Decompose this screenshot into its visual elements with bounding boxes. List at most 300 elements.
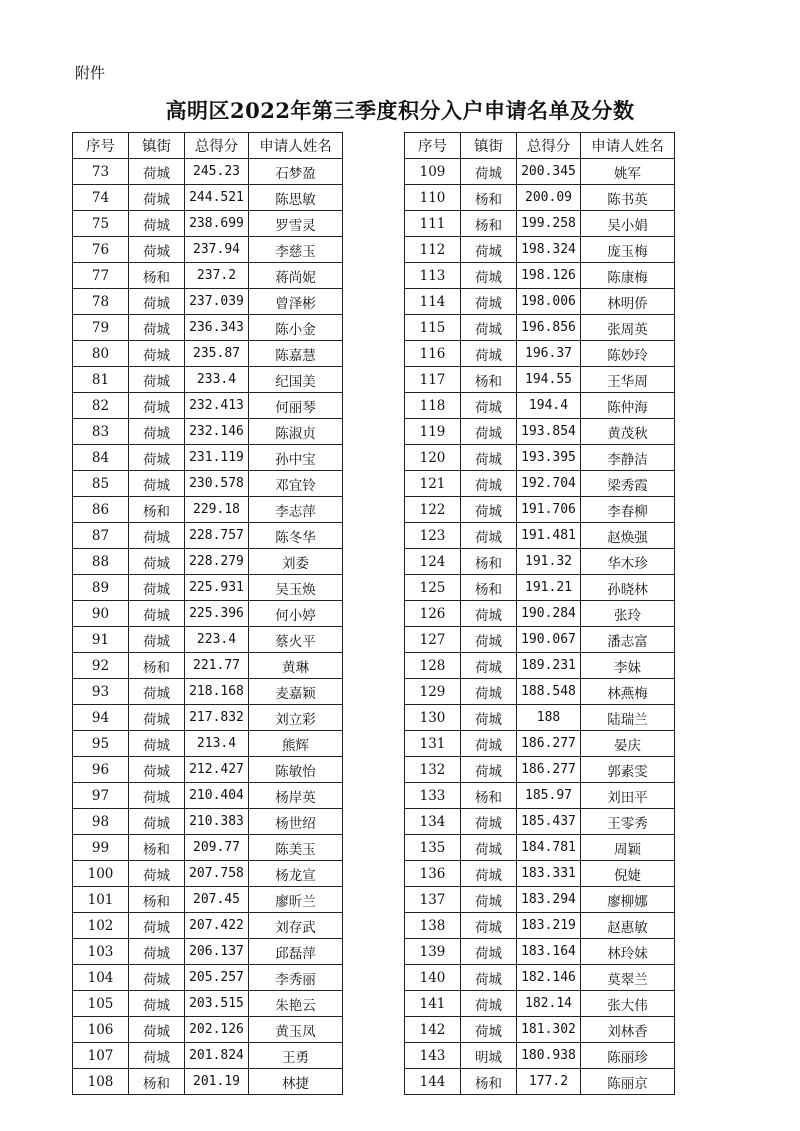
row-town: 荷城 <box>461 315 517 341</box>
header-town: 镇街 <box>461 133 517 159</box>
row-score: 183.331 <box>517 861 581 887</box>
row-town: 荷城 <box>461 627 517 653</box>
row-score: 213.4 <box>185 731 249 757</box>
row-town: 杨和 <box>129 263 185 289</box>
row-applicant-name: 庞玉梅 <box>581 237 675 263</box>
row-index: 110 <box>405 185 461 211</box>
row-index: 117 <box>405 367 461 393</box>
row-town: 荷城 <box>129 289 185 315</box>
row-score: 231.119 <box>185 445 249 471</box>
row-index: 103 <box>73 939 129 965</box>
row-index: 135 <box>405 835 461 861</box>
row-index: 118 <box>405 393 461 419</box>
row-applicant-name: 陈书英 <box>581 185 675 211</box>
table-row <box>73 263 343 289</box>
row-score: 207.758 <box>185 861 249 887</box>
row-score: 237.039 <box>185 289 249 315</box>
row-score: 192.704 <box>517 471 581 497</box>
row-index: 140 <box>405 965 461 991</box>
row-index: 112 <box>405 237 461 263</box>
row-score: 180.938 <box>517 1043 581 1069</box>
row-town: 荷城 <box>461 419 517 445</box>
row-index: 141 <box>405 991 461 1017</box>
row-index: 137 <box>405 887 461 913</box>
row-town: 荷城 <box>461 1017 517 1043</box>
row-score: 206.137 <box>185 939 249 965</box>
table-row <box>405 783 675 809</box>
row-index: 98 <box>73 809 129 835</box>
row-score: 184.781 <box>517 835 581 861</box>
table-row <box>73 887 343 913</box>
row-score: 233.4 <box>185 367 249 393</box>
row-index: 106 <box>73 1017 129 1043</box>
row-town: 荷城 <box>461 289 517 315</box>
table-row <box>405 1017 675 1043</box>
row-score: 189.231 <box>517 653 581 679</box>
row-applicant-name: 周颖 <box>581 835 675 861</box>
row-town: 杨和 <box>129 1069 185 1095</box>
row-index: 126 <box>405 601 461 627</box>
row-score: 191.21 <box>517 575 581 601</box>
row-index: 97 <box>73 783 129 809</box>
row-score: 182.14 <box>517 991 581 1017</box>
row-applicant-name: 陈丽京 <box>581 1069 675 1095</box>
row-town: 荷城 <box>129 341 185 367</box>
row-score: 207.45 <box>185 887 249 913</box>
row-applicant-name: 纪国美 <box>249 367 343 393</box>
table-row <box>405 939 675 965</box>
row-applicant-name: 罗雪灵 <box>249 211 343 237</box>
score-table-left <box>72 132 343 1095</box>
table-row <box>73 835 343 861</box>
table-row <box>73 965 343 991</box>
row-index: 128 <box>405 653 461 679</box>
row-town: 荷城 <box>461 393 517 419</box>
row-town: 荷城 <box>461 237 517 263</box>
table-row <box>73 679 343 705</box>
row-applicant-name: 梁秀霞 <box>581 471 675 497</box>
row-index: 115 <box>405 315 461 341</box>
row-applicant-name: 陈思敏 <box>249 185 343 211</box>
row-applicant-name: 陈妙玲 <box>581 341 675 367</box>
row-index: 143 <box>405 1043 461 1069</box>
row-applicant-name: 熊辉 <box>249 731 343 757</box>
row-index: 142 <box>405 1017 461 1043</box>
row-score: 198.006 <box>517 289 581 315</box>
row-applicant-name: 廖柳娜 <box>581 887 675 913</box>
row-applicant-name: 蒋尚妮 <box>249 263 343 289</box>
row-score: 190.284 <box>517 601 581 627</box>
row-town: 荷城 <box>129 1017 185 1043</box>
row-index: 95 <box>73 731 129 757</box>
row-town: 杨和 <box>461 575 517 601</box>
row-score: 181.302 <box>517 1017 581 1043</box>
document-title: 高明区2022年第三季度积分入户申请名单及分数 <box>165 98 635 123</box>
row-applicant-name: 刘田平 <box>581 783 675 809</box>
row-score: 182.146 <box>517 965 581 991</box>
row-index: 81 <box>73 367 129 393</box>
row-applicant-name: 杨岸英 <box>249 783 343 809</box>
table-row <box>73 497 343 523</box>
row-index: 76 <box>73 237 129 263</box>
row-score: 232.146 <box>185 419 249 445</box>
row-town: 荷城 <box>461 263 517 289</box>
row-applicant-name: 郭素雯 <box>581 757 675 783</box>
row-index: 109 <box>405 159 461 185</box>
table-row <box>73 1043 343 1069</box>
row-index: 89 <box>73 575 129 601</box>
table-row <box>73 1017 343 1043</box>
table-row <box>405 809 675 835</box>
row-index: 88 <box>73 549 129 575</box>
row-score: 244.521 <box>185 185 249 211</box>
row-index: 123 <box>405 523 461 549</box>
row-index: 84 <box>73 445 129 471</box>
table-row <box>405 497 675 523</box>
row-index: 92 <box>73 653 129 679</box>
row-index: 124 <box>405 549 461 575</box>
row-town: 杨和 <box>129 653 185 679</box>
row-score: 183.164 <box>517 939 581 965</box>
row-applicant-name: 林玲妹 <box>581 939 675 965</box>
table-row <box>73 809 343 835</box>
row-town: 荷城 <box>461 523 517 549</box>
row-score: 218.168 <box>185 679 249 705</box>
row-applicant-name: 曾泽彬 <box>249 289 343 315</box>
row-applicant-name: 刘立彩 <box>249 705 343 731</box>
row-index: 100 <box>73 861 129 887</box>
row-applicant-name: 华木珍 <box>581 549 675 575</box>
table-row <box>73 731 343 757</box>
row-index: 139 <box>405 939 461 965</box>
row-town: 荷城 <box>461 887 517 913</box>
row-index: 96 <box>73 757 129 783</box>
table-row <box>405 185 675 211</box>
row-town: 荷城 <box>129 393 185 419</box>
row-index: 133 <box>405 783 461 809</box>
row-applicant-name: 陈小金 <box>249 315 343 341</box>
header-town: 镇街 <box>129 133 185 159</box>
row-score: 193.854 <box>517 419 581 445</box>
table-row <box>73 757 343 783</box>
row-applicant-name: 倪婕 <box>581 861 675 887</box>
row-score: 199.258 <box>517 211 581 237</box>
row-index: 99 <box>73 835 129 861</box>
row-score: 200.345 <box>517 159 581 185</box>
row-score: 198.324 <box>517 237 581 263</box>
row-index: 136 <box>405 861 461 887</box>
row-index: 116 <box>405 341 461 367</box>
row-town: 荷城 <box>461 445 517 471</box>
row-applicant-name: 麦嘉颖 <box>249 679 343 705</box>
row-index: 74 <box>73 185 129 211</box>
row-score: 237.94 <box>185 237 249 263</box>
row-applicant-name: 陈仲海 <box>581 393 675 419</box>
table-row <box>405 731 675 757</box>
table-header-row <box>73 133 343 159</box>
row-town: 荷城 <box>461 601 517 627</box>
row-index: 91 <box>73 627 129 653</box>
table-row <box>73 627 343 653</box>
row-score: 190.067 <box>517 627 581 653</box>
row-applicant-name: 蔡火平 <box>249 627 343 653</box>
row-score: 245.23 <box>185 159 249 185</box>
table-row <box>405 627 675 653</box>
row-town: 荷城 <box>461 679 517 705</box>
table-row <box>405 1069 675 1095</box>
row-applicant-name: 李静洁 <box>581 445 675 471</box>
header-score: 总得分 <box>185 133 249 159</box>
table-row <box>405 367 675 393</box>
row-score: 237.2 <box>185 263 249 289</box>
row-score: 191.706 <box>517 497 581 523</box>
row-town: 荷城 <box>129 575 185 601</box>
row-score: 191.481 <box>517 523 581 549</box>
row-applicant-name: 陈冬华 <box>249 523 343 549</box>
table-row <box>73 1069 343 1095</box>
row-applicant-name: 刘委 <box>249 549 343 575</box>
table-row <box>405 861 675 887</box>
row-applicant-name: 孙晓林 <box>581 575 675 601</box>
row-town: 荷城 <box>461 497 517 523</box>
row-town: 荷城 <box>129 601 185 627</box>
row-applicant-name: 陈丽珍 <box>581 1043 675 1069</box>
row-town: 荷城 <box>129 159 185 185</box>
table-row <box>405 549 675 575</box>
row-index: 93 <box>73 679 129 705</box>
table-row <box>73 991 343 1017</box>
table-row <box>73 211 343 237</box>
row-score: 188.548 <box>517 679 581 705</box>
row-score: 202.126 <box>185 1017 249 1043</box>
row-town: 荷城 <box>461 861 517 887</box>
row-town: 杨和 <box>129 887 185 913</box>
row-town: 荷城 <box>461 159 517 185</box>
row-applicant-name: 潘志富 <box>581 627 675 653</box>
row-applicant-name: 杨龙宣 <box>249 861 343 887</box>
row-index: 108 <box>73 1069 129 1095</box>
table-row <box>405 887 675 913</box>
row-index: 122 <box>405 497 461 523</box>
row-score: 186.277 <box>517 757 581 783</box>
row-town: 荷城 <box>129 627 185 653</box>
row-town: 荷城 <box>129 471 185 497</box>
table-row <box>405 211 675 237</box>
table-row <box>405 471 675 497</box>
table-row <box>73 419 343 445</box>
table-row <box>73 237 343 263</box>
row-index: 94 <box>73 705 129 731</box>
row-applicant-name: 黄茂秋 <box>581 419 675 445</box>
row-index: 105 <box>73 991 129 1017</box>
row-town: 荷城 <box>129 757 185 783</box>
row-score: 194.55 <box>517 367 581 393</box>
row-score: 212.427 <box>185 757 249 783</box>
row-index: 77 <box>73 263 129 289</box>
table-row <box>73 523 343 549</box>
header-index: 序号 <box>405 133 461 159</box>
row-applicant-name: 赵焕强 <box>581 523 675 549</box>
table-row <box>405 289 675 315</box>
row-applicant-name: 石梦盈 <box>249 159 343 185</box>
row-applicant-name: 李秀丽 <box>249 965 343 991</box>
row-applicant-name: 李妹 <box>581 653 675 679</box>
row-applicant-name: 邓宜铃 <box>249 471 343 497</box>
row-town: 杨和 <box>461 549 517 575</box>
row-index: 83 <box>73 419 129 445</box>
row-index: 78 <box>73 289 129 315</box>
table-row <box>405 263 675 289</box>
row-score: 191.32 <box>517 549 581 575</box>
row-town: 荷城 <box>129 445 185 471</box>
row-score: 223.4 <box>185 627 249 653</box>
row-index: 130 <box>405 705 461 731</box>
table-row <box>73 549 343 575</box>
row-town: 荷城 <box>129 1043 185 1069</box>
header-applicant: 申请人姓名 <box>581 133 675 159</box>
score-table-right <box>404 132 675 1095</box>
row-score: 177.2 <box>517 1069 581 1095</box>
row-town: 杨和 <box>461 783 517 809</box>
row-score: 196.856 <box>517 315 581 341</box>
table-row <box>73 341 343 367</box>
table-row <box>73 289 343 315</box>
row-applicant-name: 张玲 <box>581 601 675 627</box>
row-applicant-name: 刘存武 <box>249 913 343 939</box>
row-applicant-name: 何小婷 <box>249 601 343 627</box>
header-applicant: 申请人姓名 <box>249 133 343 159</box>
row-score: 201.824 <box>185 1043 249 1069</box>
table-row <box>73 575 343 601</box>
row-applicant-name: 李志萍 <box>249 497 343 523</box>
row-index: 80 <box>73 341 129 367</box>
row-town: 荷城 <box>129 549 185 575</box>
table-row <box>405 653 675 679</box>
row-town: 荷城 <box>461 705 517 731</box>
row-index: 82 <box>73 393 129 419</box>
row-town: 荷城 <box>129 939 185 965</box>
row-index: 127 <box>405 627 461 653</box>
table-row <box>73 783 343 809</box>
table-row <box>73 913 343 939</box>
row-applicant-name: 林捷 <box>249 1069 343 1095</box>
row-town: 荷城 <box>461 757 517 783</box>
table-row <box>73 393 343 419</box>
row-town: 荷城 <box>461 341 517 367</box>
row-town: 荷城 <box>461 939 517 965</box>
row-applicant-name: 陈淑贞 <box>249 419 343 445</box>
row-index: 79 <box>73 315 129 341</box>
row-index: 144 <box>405 1069 461 1095</box>
table-row <box>405 419 675 445</box>
row-town: 荷城 <box>129 211 185 237</box>
row-applicant-name: 陈康梅 <box>581 263 675 289</box>
row-applicant-name: 晏庆 <box>581 731 675 757</box>
row-index: 120 <box>405 445 461 471</box>
table-row <box>73 653 343 679</box>
row-town: 荷城 <box>129 913 185 939</box>
table-row <box>405 523 675 549</box>
row-index: 101 <box>73 887 129 913</box>
row-town: 荷城 <box>129 237 185 263</box>
row-applicant-name: 杨世绍 <box>249 809 343 835</box>
row-score: 183.294 <box>517 887 581 913</box>
row-applicant-name: 王勇 <box>249 1043 343 1069</box>
header-index: 序号 <box>73 133 129 159</box>
table-row <box>73 705 343 731</box>
row-town: 荷城 <box>129 523 185 549</box>
row-town: 杨和 <box>461 367 517 393</box>
row-score: 229.18 <box>185 497 249 523</box>
row-applicant-name: 吴小娟 <box>581 211 675 237</box>
row-applicant-name: 赵惠敏 <box>581 913 675 939</box>
row-town: 荷城 <box>461 913 517 939</box>
row-town: 荷城 <box>461 731 517 757</box>
row-score: 210.404 <box>185 783 249 809</box>
row-score: 210.383 <box>185 809 249 835</box>
row-score: 236.343 <box>185 315 249 341</box>
row-index: 73 <box>73 159 129 185</box>
row-index: 132 <box>405 757 461 783</box>
row-score: 203.515 <box>185 991 249 1017</box>
row-town: 杨和 <box>461 185 517 211</box>
row-score: 238.699 <box>185 211 249 237</box>
row-score: 225.396 <box>185 601 249 627</box>
row-score: 201.19 <box>185 1069 249 1095</box>
row-applicant-name: 林燕梅 <box>581 679 675 705</box>
row-applicant-name: 孙中宝 <box>249 445 343 471</box>
row-town: 荷城 <box>129 965 185 991</box>
row-town: 荷城 <box>461 991 517 1017</box>
row-town: 荷城 <box>129 315 185 341</box>
table-row <box>405 679 675 705</box>
row-town: 荷城 <box>129 861 185 887</box>
row-score: 200.09 <box>517 185 581 211</box>
row-score: 225.931 <box>185 575 249 601</box>
row-town: 荷城 <box>129 991 185 1017</box>
table-row <box>73 471 343 497</box>
row-town: 荷城 <box>129 731 185 757</box>
row-town: 杨和 <box>461 1069 517 1095</box>
table-row <box>405 159 675 185</box>
row-town: 荷城 <box>461 471 517 497</box>
attachment-label: 附件 <box>75 64 106 82</box>
left-table-body <box>73 159 343 1095</box>
row-score: 183.219 <box>517 913 581 939</box>
table-row <box>405 991 675 1017</box>
row-town: 荷城 <box>129 679 185 705</box>
table-row <box>73 861 343 887</box>
row-town: 荷城 <box>461 965 517 991</box>
table-row <box>73 185 343 211</box>
row-applicant-name: 莫翠兰 <box>581 965 675 991</box>
row-applicant-name: 李慈玉 <box>249 237 343 263</box>
table-row <box>405 445 675 471</box>
row-score: 188 <box>517 705 581 731</box>
row-index: 107 <box>73 1043 129 1069</box>
row-score: 185.437 <box>517 809 581 835</box>
row-index: 111 <box>405 211 461 237</box>
row-town: 杨和 <box>129 497 185 523</box>
row-index: 102 <box>73 913 129 939</box>
row-index: 90 <box>73 601 129 627</box>
row-score: 228.757 <box>185 523 249 549</box>
row-score: 185.97 <box>517 783 581 809</box>
row-applicant-name: 李春柳 <box>581 497 675 523</box>
table-row <box>405 913 675 939</box>
row-index: 121 <box>405 471 461 497</box>
row-applicant-name: 吴玉焕 <box>249 575 343 601</box>
